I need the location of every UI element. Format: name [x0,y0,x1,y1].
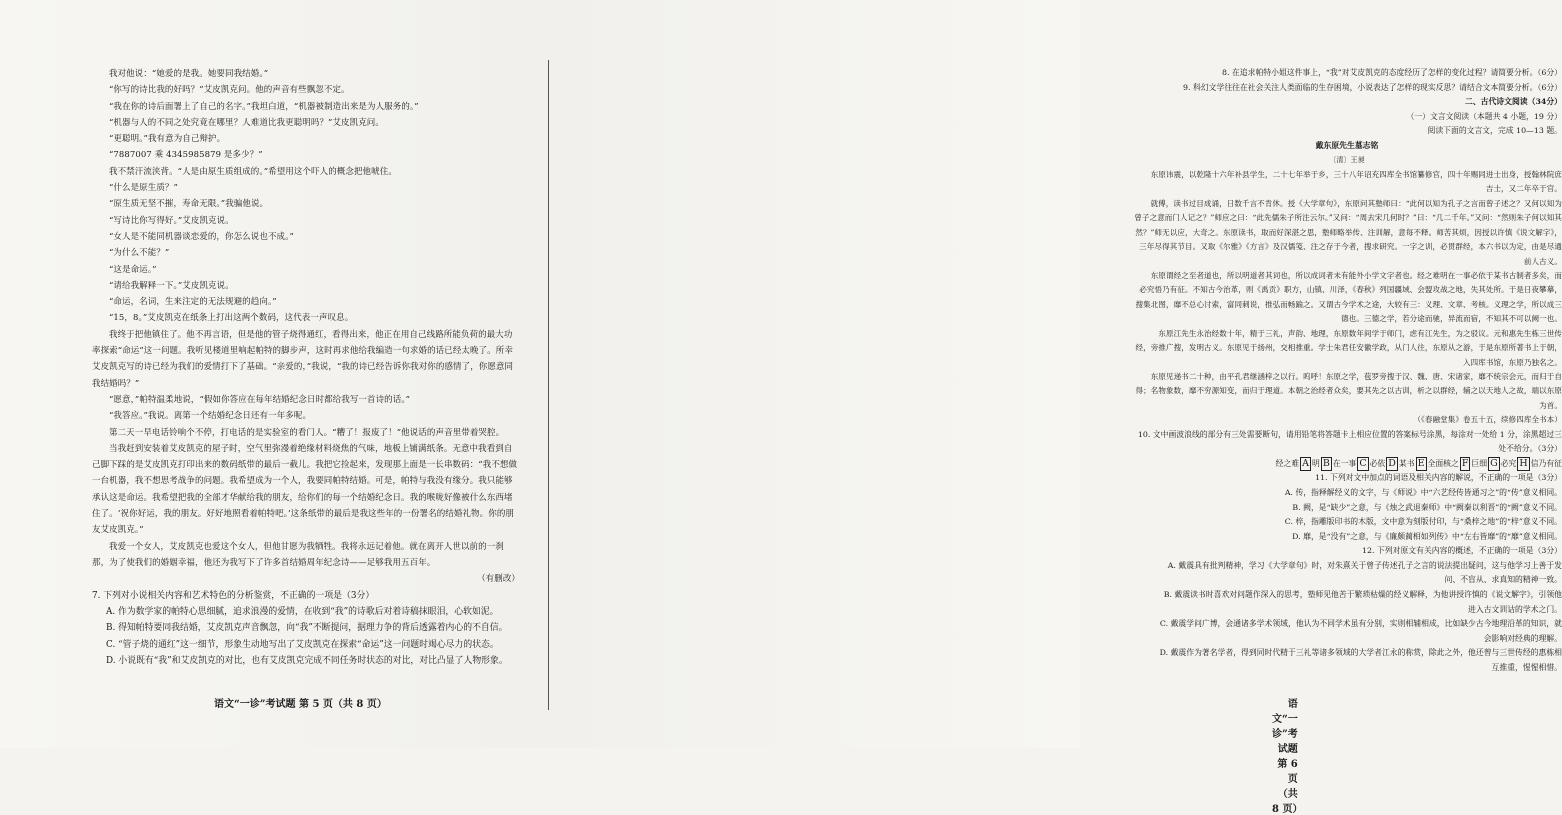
q7-option-b: B. 得知帕特要同我结婚，艾皮凯克声音飘忽，向“我”不断提问，据理力争的背后透露着内心的不自信。 [106,620,520,636]
q12-option-c: C. 戴震学问广博，会通诸多学术领域，他认为不同学术虽有分别，实则相辅相成，比如缺少古今地理沿革的知识，就会影响对经典的理解。 [1156,617,1562,646]
break-box-h: H [1517,457,1529,471]
page-6 [540,0,1080,748]
story-line: 我不禁汗流浃背。“人是由原生质组成的。”希望用这个吓人的概念把他唬住。 [92,164,520,180]
passage-paragraph: 就傅，读书过目成诵，日数千言不肯休。授《大学章句》，东原问其塾师曰：“此何以知为孔子之言而曾子述之？又何以知为曾子之意而门人记之？”师应之曰：“此先儒朱子所注云尔。”又问：“周去宋几何时？”曰：“几二千年。”又问：“然则朱子何以知其然？”师无以应，大奇之。东原读书，取而好深湛之思，塾师略举传、注训解，意每不释。师苦其烦，因授以许慎《说文解字》，三年尽得其节目。又取《尔雅》《方言》及汉儒笺、注之存于今者，搜求研究。一字之训，必贯群经，本六书以为定，由是尽通前人古义。 [1132,197,1562,269]
story-line: 我对他说：“她爱的是我。她要同我结婚。” [92,66,520,82]
break-box-g: G [1488,457,1500,471]
q10-break-line [1156,457,1562,472]
story-line: “原生质无坚不摧，寿命无限。”我骗他说。 [92,196,520,212]
story-line: “什么是原生质？” [92,180,520,196]
story-paragraph: “愿意，”帕特温柔地说，“假如你答应在每年结婚纪念日时都给我写一首诗的话。” [92,392,520,408]
q10-segment: 巨细 [1471,459,1487,468]
q10-segment: 乃有征 [1539,459,1562,468]
break-box-d: D [1386,457,1398,471]
sub-section-heading: （一）文言文阅读（本题共 4 小题，19 分） [1146,110,1562,125]
q10-segment: 明 [1312,459,1320,468]
passage-paragraph: 东原讳震，以乾隆十六年补县学生，二十七年举于乡，三十八年诏充四库全书馆纂修官，四十年赐同进士出身，授翰林院庶吉士，又二年卒于官。 [1132,168,1562,197]
q11-option-c: C. 梓，指雕版印书的木版，文中意为刻版付印，与“桑梓之地”的“梓”意义不同。 [1156,515,1562,530]
q10-prefix: 经之难 [1276,459,1300,468]
page-footer: 语文“一诊”考试题 第 5 页（共 8 页） [214,695,387,710]
passage-author: 〔清〕王昶 [1132,153,1562,168]
story-line: “这是命运。” [92,262,520,278]
q10-segment: 信 [1531,459,1539,468]
page-5 [0,0,540,748]
q11-option-a: A. 传，指释解经义的文字，与《师说》中“六艺经传皆通习之”的“传”意义相同。 [1156,486,1562,501]
story-line: “机器与人的不同之处究竟在哪里？人难道比我更聪明吗？”艾皮凯克问。 [92,115,520,131]
q7-option-c: C. “管子烧的通红”这一细节，形象生动地写出了艾皮凯克在探索“命运”这一问题时竭心尽力的状态。 [106,637,520,653]
passage-source: （《春融堂集》卷五十五，续修四库全书本） [1132,413,1562,427]
instruction: 阅读下面的文言文，完成 10—13 题。 [1146,124,1562,139]
passage-paragraph: 东原见递书二十种，由平孔君继涵梓之以行。呜呼！东原之学，苞罗旁搜于汉、魏、唐、宋诸家，靡不统宗会元，而归于自得；名物象数，靡不穷源知变，而归于理道。本朝之治经者众矣，要其先之以古训，析之以群经，辅之以天地人之故，端以东原为首。 [1132,370,1562,413]
q10-segment: 必依 [1370,459,1386,468]
story-line: “15，8。”艾皮凯克在纸条上打出这两个数码，这代表一声叹息。 [92,310,520,326]
q12-option-d: D. 戴震作为著名学者，得到同时代精于三礼等诸多领域的大学者江永的称赏，除此之外，他还曾与三世传经的惠栋相互推重，惺惺相惜。 [1156,646,1562,675]
story-line: “更聪明。”我有意为自己辩护。 [92,131,520,147]
passage-title: 戴东原先生墓志铭 [1132,139,1562,154]
q10-segment: 必究 [1501,459,1517,468]
story-line: “我在你的诗后面署上了自己的名字。”我坦白道，“机器被制造出来是为人服务的。” [92,99,520,115]
q10-segment: 全面核之 [1428,459,1459,468]
story-paragraph: “我答应。”我说。离第一个结婚纪念日还有一年多呢。 [92,408,520,424]
question-12-stem: 12. 下列对原文有关内容的概述，不正确的一项是（3分） [1132,544,1562,559]
story-line: “命运，名词，生来注定的无法规避的趋向。” [92,294,520,310]
question-8: 8. 在追求帕特小姐这件事上，“我”对艾皮凯克的态度经历了怎样的变化过程？请简要分析。（6分） [1132,66,1562,81]
q7-option-a: A. 作为数学家的帕特心思细腻，追求浪漫的爱情，在收到“我”的诗歌后对着诗稿抹眼泪，心软如泥。 [106,604,520,620]
break-box-f: F [1460,457,1471,471]
page-footer: 语文“一诊”考试题 第 6 页（共 8 页） [1272,695,1298,815]
q10-segment: 在一事 [1333,459,1357,468]
left-column [92,66,520,670]
story-paragraph: 我终于把他镇住了。他不再言语，但是他的管子烧得通红，看得出来，他正在用自己线路所能负荷的最大功率探索“命运”这一问题。我听见楼道里响起帕特的脚步声，这时再求他给我编造一句求婚的话已经太晚了。所幸艾皮凯克写的诗已经为我们的爱情打下了基础。“亲爱的，”我说，“我的诗已经告诉你我对你的感情了，你愿意同我结婚吗？” [92,327,520,392]
q11-option-b: B. 阙，是“缺少”之意，与《烛之武退秦师》中“阙秦以利晋”的“阙”意义不同。 [1156,501,1562,516]
source-note: （有删改） [92,571,520,587]
q7-option-d: D. 小说既有“我”和艾皮凯克的对比，也有艾皮凯克完成不同任务时状态的对比，对比凸显了人物形象。 [106,653,520,669]
story-line: “请给我解释一下。”艾皮凯克说。 [92,278,520,294]
break-box-b: B [1321,457,1332,471]
q12-option-a: A. 戴震具有批判精神，学习《大学章句》时，对朱熹关于曾子传述孔子之言的说法提出疑问，这与他学习上善于发问、不盲从、求真知的精神一致。 [1156,559,1562,588]
q12-option-b: B. 戴震读书时喜欢对问题作深入的思考，塾师见他苦于繁琐枯燥的经义解释，为他讲授许慎的《说文解字》，引领他进入古文训诂的学术之门。 [1156,588,1562,617]
story-line: “女人是不能同机器谈恋爱的，你怎么说也不成。” [92,229,520,245]
passage-paragraph: 东原江先生永治经数十年，精于三礼，声韵、地理，东原数年间学于师门，虑有江先生，为之驳议。元和惠先生栋三世传经，旁推广搜，发明古义。东原见于扬州，交相推重。学士朱君任安徽学政，从门人往，东原从之游，于是东原所著书上于朝，入四库书馆，东原乃独名之。 [1132,327,1562,370]
q11-option-d: D. 靡，是“没有”之意，与《廉颇蔺相如列传》中“左右皆靡”的“靡”意义相同。 [1156,530,1562,545]
story-paragraph: 第二天一早电话铃响个不停，打电话的是实验室的看门人。“糟了！报废了！”他说话的声音里带着哭腔。 [92,425,520,441]
question-11-stem: 11. 下列对文中加点的词语及相关内容的解说，不正确的一项是（3分） [1132,471,1562,486]
break-box-e: E [1416,457,1427,471]
right-column [1132,66,1562,675]
question-9: 9. 科幻文学往往在社会关注人类面临的生存困境，小说表达了怎样的现实反思？请结合文本简要分析。（6分） [1132,81,1562,96]
story-line: “写诗比你写得好。”艾皮凯克说。 [92,213,520,229]
story-line: “为什么不能？” [92,245,520,261]
story-paragraph: 我爱一个女人，艾皮凯克也爱这个女人，但他甘愿为我牺牲。我将永远记着他。就在离开人世以前的一刹那，为了使我们的婚姻幸福，他还为我写下了许多首结婚周年纪念诗——足够我用五百年。 [92,539,520,572]
passage-paragraph: 东原谓经之至者道也，所以明道者其词也，所以成词者未有能外小学文字者也。经之难明在一事必依于某书古制者多矣，而必究悟乃有征。不知古今治革，则《禹贡》职方，山镇、川泽，《春秋》列国疆域、会盟攻战之地，失其处所。于是日夜攀摹，搜集北图，靡不总心讨索，富同刺说，推弘而畅踰之。又谓古今学术之途，大较有三：义理、文章、考核。义理之学，所以成三德也。三德之学，若分途而驰，异流而宿，不知其不可以阙一也。 [1132,269,1562,327]
question-7-stem: 7. 下列对小说相关内容和艺术特色的分析鉴赏，不正确的一项是（3分） [92,588,520,604]
section-heading: 二、古代诗文阅读（34分） [1132,95,1562,110]
question-10-stem: 10. 文中画波浪线的部分有三处需要断句，请用铅笔将答题卡上相应位置的答案标号涂黑，每涂对一处给 1 分，涂黑超过三处不给分。（3分） [1132,428,1562,457]
story-line: “你写的诗比我的好吗？”艾皮凯克问。他的声音有些飘忽不定。 [92,82,520,98]
break-box-c: C [1357,457,1368,471]
story-line: “7887007 乘 4345985879 是多少？” [92,147,520,163]
q10-segment: 某书 [1399,459,1415,468]
break-box-a: A [1300,457,1311,471]
story-paragraph: 当我赶到安装着艾皮凯克的屋子时，空气里弥漫着绝缘材料烧焦的气味，地板上铺满纸条。无意中我看到自己脚下踩的是艾皮凯克打印出来的数码纸带的最后一截儿。我把它捡起来，发现那上面是一长串数码：“我不想做一台机器，我不想思考战争的问题。我希望成为一个人，我要同帕特结婚。可是，帕特与我没有缘分。我只能够承认这是命运。我希望把我的全部才华献给我的朋友，给你们的每一个结婚纪念日。我的喉咙好像被什么东西堵住了。‘祝你好运，我的朋友。好好地照看着帕特吧。’这条纸带的最后是我这些年的一份署名的结婚礼物。你的朋友艾皮凯克。” [92,441,520,539]
